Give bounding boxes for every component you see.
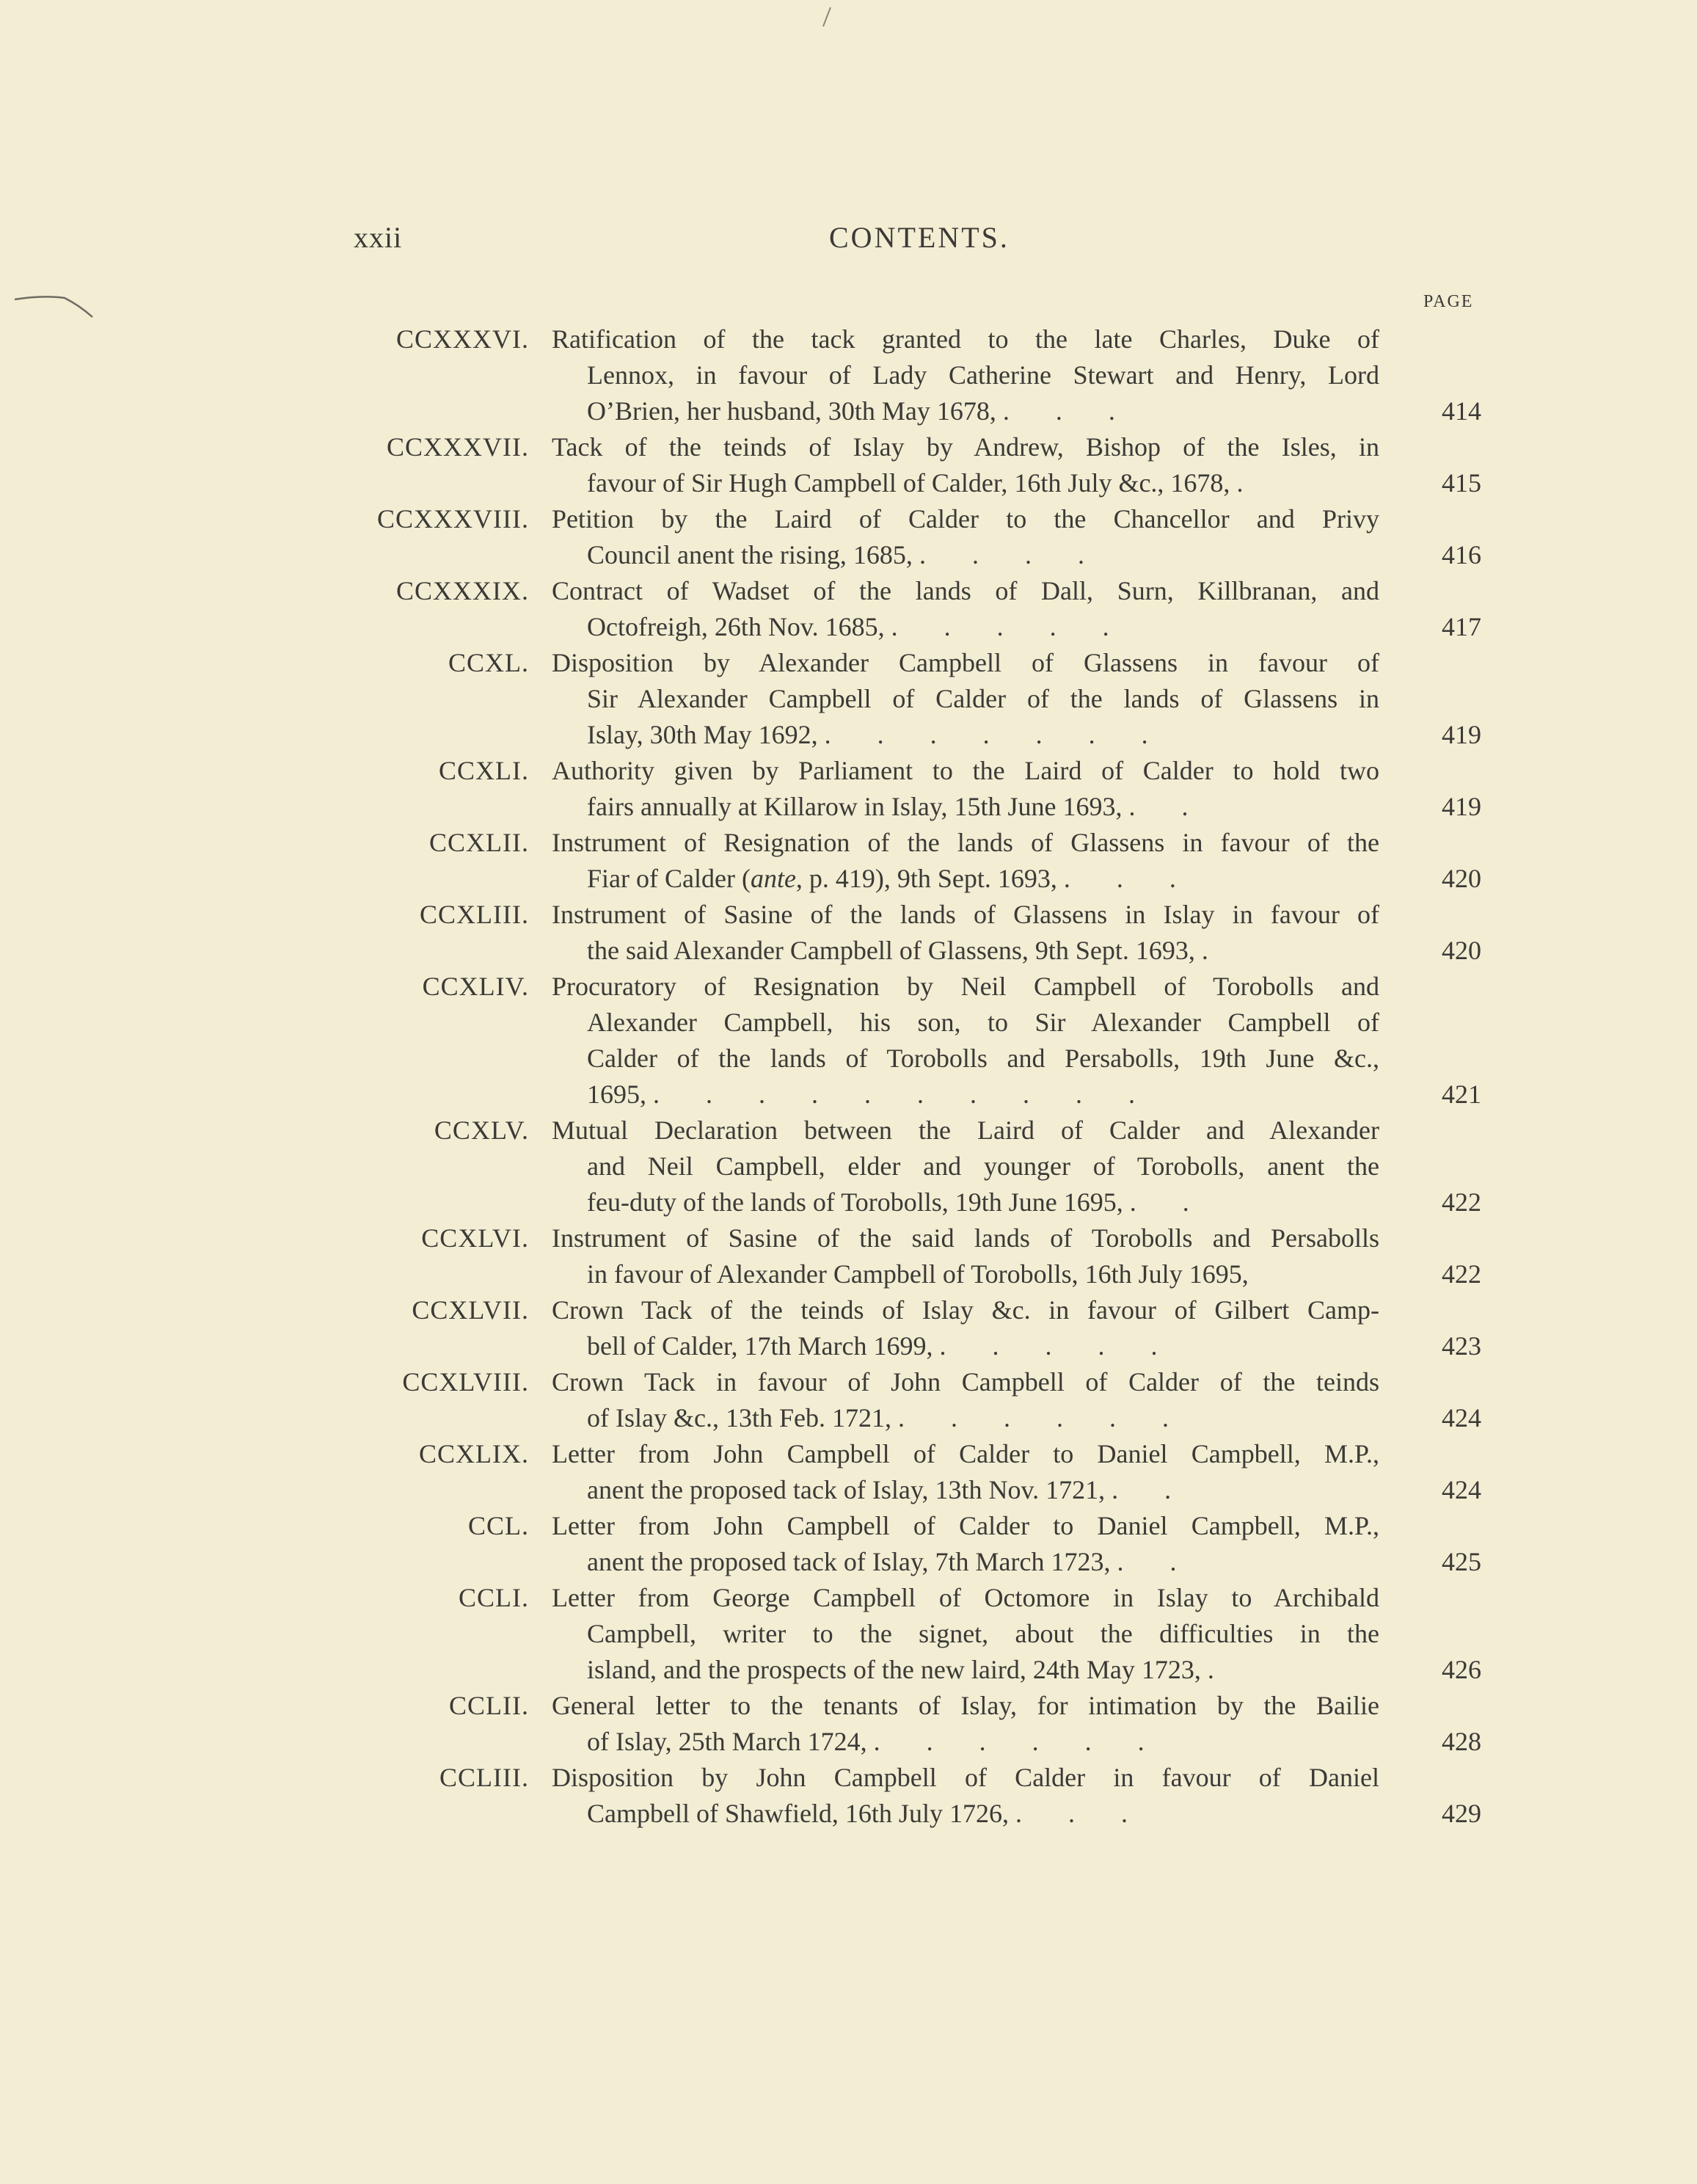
entry-page-number: 428 xyxy=(1442,1727,1481,1756)
entry-line xyxy=(587,1077,1379,1113)
entry-page-number: 429 xyxy=(1442,1799,1481,1828)
entry-description xyxy=(552,753,1379,825)
entry-line xyxy=(587,1724,1379,1760)
dot-leader: . . xyxy=(1117,1547,1177,1576)
entry-text: Islay, 30th May 1692, xyxy=(587,720,818,749)
entry-numeral: CCXLI. xyxy=(439,756,529,785)
entry-line xyxy=(587,465,1379,501)
entry-line: Disposition by John Campbell of Calder in favour of Daniel xyxy=(552,1763,1379,1792)
entry-description xyxy=(552,825,1379,897)
contents-entry xyxy=(0,645,1697,753)
entry-text: 1695, xyxy=(587,1080,646,1109)
entry-page-number: 425 xyxy=(1442,1547,1481,1576)
entry-text: island, and the prospects of the new laird, 24th May 1723, xyxy=(587,1655,1201,1684)
entry-page-number: 415 xyxy=(1442,468,1481,498)
entry-text: of Islay &c., 13th Feb. 1721, xyxy=(587,1403,891,1433)
entry-line: General letter to the tenants of Islay, for intimation by the Bailie xyxy=(552,1691,1379,1720)
entry-numeral: CCXLIV. xyxy=(422,972,529,1001)
entry-line: Calder of the lands of Torobolls and Persabolls, 19th June &c., xyxy=(587,1044,1379,1073)
entry-description xyxy=(552,1688,1379,1760)
contents-entry xyxy=(0,429,1697,501)
dot-leader: . . . . . . . . . . xyxy=(653,1080,1135,1109)
entry-line: Letter from George Campbell of Octomore in Islay to Archibald xyxy=(552,1583,1379,1612)
contents-entry xyxy=(0,825,1697,897)
entry-description xyxy=(552,645,1379,753)
entry-line: Instrument of Sasine of the lands of Glassens in Islay in favour of xyxy=(552,900,1379,929)
entry-numeral: CCL. xyxy=(467,1511,529,1540)
entry-description xyxy=(552,1436,1379,1508)
entry-line xyxy=(587,1400,1379,1436)
entry-text: of Islay, 25th March 1724, xyxy=(587,1727,867,1756)
entry-line xyxy=(587,1796,1379,1832)
contents-entry xyxy=(0,897,1697,969)
dot-leader: . . . . . . . xyxy=(824,720,1148,749)
dot-leader: . . . xyxy=(1002,396,1115,426)
entry-line: Crown Tack in favour of John Campbell of Calder of the teinds xyxy=(552,1367,1379,1397)
contents-entry xyxy=(0,1364,1697,1436)
entry-text: anent the proposed tack of Islay, 7th March 1723, xyxy=(587,1547,1111,1576)
entry-text: anent the proposed tack of Islay, 13th Nov. 1721, xyxy=(587,1475,1106,1504)
entry-line xyxy=(587,609,1379,645)
entry-numeral: CCXXXVIII. xyxy=(377,504,529,534)
entry-line: Letter from John Campbell of Calder to Daniel Campbell, M.P., xyxy=(552,1511,1379,1540)
entry-text: feu-duty of the lands of Torobolls, 19th June 1695, xyxy=(587,1187,1123,1217)
entry-page-number: 420 xyxy=(1442,936,1481,965)
dot-leader: . . . . xyxy=(919,540,1084,569)
contents-list xyxy=(0,321,1697,1832)
dot-leader: . . . . . . xyxy=(897,1403,1169,1433)
dot-leader: . . xyxy=(1112,1475,1172,1504)
dot-leader: . . . xyxy=(1015,1799,1128,1828)
dot-leader: . xyxy=(1236,468,1244,498)
entry-text: fairs annually at Killarow in Islay, 15th June 1693, xyxy=(587,792,1123,821)
dot-leader: . xyxy=(1207,1655,1214,1684)
entry-numeral: CCXXXVI. xyxy=(395,324,529,354)
entry-page-number: 416 xyxy=(1442,540,1481,569)
entry-description xyxy=(552,321,1379,429)
entry-line: Disposition by Alexander Campbell of Glassens in favour of xyxy=(552,648,1379,677)
entry-line: Mutual Declaration between the Laird of Calder and Alexander xyxy=(552,1115,1379,1145)
dot-leader: . . . xyxy=(1063,864,1176,893)
entry-page-number: 421 xyxy=(1442,1080,1481,1109)
entry-description xyxy=(552,1580,1379,1688)
entry-numeral: CCLII. xyxy=(449,1691,529,1720)
contents-entry xyxy=(0,321,1697,429)
entry-description xyxy=(552,501,1379,573)
entry-line xyxy=(587,393,1379,429)
contents-entry xyxy=(0,1580,1697,1688)
entry-line xyxy=(587,861,1379,897)
entry-description xyxy=(552,1113,1379,1220)
entry-line xyxy=(587,1544,1379,1580)
contents-entry xyxy=(0,501,1697,573)
entry-description xyxy=(552,969,1379,1113)
contents-entry xyxy=(0,1220,1697,1292)
entry-description xyxy=(552,1760,1379,1832)
dot-leader: . . xyxy=(1129,1187,1189,1217)
dot-leader: . . xyxy=(1128,792,1189,821)
entry-description xyxy=(552,1292,1379,1364)
entry-line: Campbell, writer to the signet, about the difficulties in the xyxy=(587,1619,1379,1648)
entry-line: Contract of Wadset of the lands of Dall, Surn, Killbranan, and xyxy=(552,576,1379,605)
entry-line xyxy=(587,1328,1379,1364)
entry-numeral: CCXLII. xyxy=(429,828,529,857)
entry-text: Octofreigh, 26th Nov. 1685, xyxy=(587,612,885,641)
contents-entry xyxy=(0,1436,1697,1508)
entry-line xyxy=(587,1652,1379,1688)
entry-line xyxy=(587,933,1379,969)
entry-text: bell of Calder, 17th March 1699, xyxy=(587,1331,933,1361)
entry-page-number: 422 xyxy=(1442,1187,1481,1217)
entry-numeral: CCLIII. xyxy=(439,1763,529,1792)
entry-description xyxy=(552,429,1379,501)
dot-leader: . xyxy=(1201,936,1208,965)
entry-line: Instrument of Resignation of the lands of Glassens in favour of the xyxy=(552,828,1379,857)
entry-description xyxy=(552,1220,1379,1292)
entry-line xyxy=(587,717,1379,753)
dot-leader: . . . . . xyxy=(939,1331,1158,1361)
entry-numeral: CCXL. xyxy=(448,648,529,677)
entry-numeral: CCXLVI. xyxy=(421,1223,529,1253)
entry-description xyxy=(552,1364,1379,1436)
pencil-tick-mark xyxy=(822,6,832,28)
margin-pencil-mark xyxy=(13,291,94,320)
entry-line: Crown Tack of the teinds of Islay &c. in favour of Gilbert Camp- xyxy=(552,1295,1379,1325)
entry-text: in favour of Alexander Campbell of Torobolls, 16th July 1695, xyxy=(587,1259,1249,1289)
entry-page-number: 419 xyxy=(1442,792,1481,821)
entry-page-number: 426 xyxy=(1442,1655,1481,1684)
entry-page-number: 424 xyxy=(1442,1475,1481,1504)
entry-page-number: 423 xyxy=(1442,1331,1481,1361)
page-number: xxii xyxy=(354,221,403,254)
entry-line: Letter from John Campbell of Calder to Daniel Campbell, M.P., xyxy=(552,1439,1379,1468)
entry-line: Authority given by Parliament to the Laird of Calder to hold two xyxy=(552,756,1379,785)
entry-description xyxy=(552,573,1379,645)
entry-description xyxy=(552,897,1379,969)
dot-leader: . . . . . xyxy=(891,612,1109,641)
entry-description xyxy=(552,1508,1379,1580)
entry-text: , p. 419), 9th Sept. 1693, xyxy=(795,864,1057,893)
entry-line xyxy=(587,1184,1379,1220)
entry-page-number: 422 xyxy=(1442,1259,1481,1289)
entry-line: Alexander Campbell, his son, to Sir Alexander Campbell of xyxy=(587,1008,1379,1037)
entry-page-number: 419 xyxy=(1442,720,1481,749)
entry-numeral: CCLI. xyxy=(458,1583,529,1612)
entry-numeral: CCXXXVII. xyxy=(387,432,529,462)
page-title: CONTENTS. xyxy=(829,221,1010,254)
entry-text: favour of Sir Hugh Campbell of Calder, 16th July &c., 1678, xyxy=(587,468,1230,498)
entry-line: Sir Alexander Campbell of Calder of the lands of Glassens in xyxy=(587,684,1379,713)
entry-numeral: CCXLVII. xyxy=(412,1295,529,1325)
entry-page-number: 420 xyxy=(1442,864,1481,893)
entry-numeral: CCXLIX. xyxy=(419,1439,529,1468)
contents-entry xyxy=(0,573,1697,645)
contents-entry xyxy=(0,1760,1697,1832)
entry-line: Ratification of the tack granted to the late Charles, Duke of xyxy=(552,324,1379,354)
entry-line xyxy=(587,1472,1379,1508)
entry-line: Procuratory of Resignation by Neil Campbell of Torobolls and xyxy=(552,972,1379,1001)
entry-line: Tack of the teinds of Islay by Andrew, Bishop of the Isles, in xyxy=(552,432,1379,462)
entry-line: Instrument of Sasine of the said lands of Torobolls and Persabolls xyxy=(552,1223,1379,1253)
contents-entry xyxy=(0,1508,1697,1580)
entry-text: O’Brien, her husband, 30th May 1678, xyxy=(587,396,996,426)
entry-numeral: CCXLV. xyxy=(434,1115,529,1145)
entry-text: Fiar of Calder ( xyxy=(587,864,751,893)
entry-line: Lennox, in favour of Lady Catherine Stewart and Henry, Lord xyxy=(587,360,1379,390)
dot-leader: . . . . . . xyxy=(873,1727,1145,1756)
running-head xyxy=(0,220,1697,264)
entry-page-number: 414 xyxy=(1442,396,1481,426)
entry-numeral: CCXXXIX. xyxy=(395,576,529,605)
entry-text: Council anent the rising, 1685, xyxy=(587,540,913,569)
entry-line xyxy=(587,1256,1379,1292)
entry-text: Campbell of Shawfield, 16th July 1726, xyxy=(587,1799,1009,1828)
entry-page-number: 417 xyxy=(1442,612,1481,641)
entry-line: Petition by the Laird of Calder to the Chancellor and Privy xyxy=(552,504,1379,534)
entry-numeral: CCXLIII. xyxy=(420,900,529,929)
contents-entry xyxy=(0,1292,1697,1364)
contents-entry xyxy=(0,1688,1697,1760)
entry-line xyxy=(587,789,1379,825)
entry-numeral: CCXLVIII. xyxy=(402,1367,529,1397)
entry-page-number: 424 xyxy=(1442,1403,1481,1433)
entry-text-italic: ante xyxy=(750,864,796,893)
contents-entry xyxy=(0,1113,1697,1220)
contents-entry xyxy=(0,753,1697,825)
entry-line: and Neil Campbell, elder and younger of Torobolls, anent the xyxy=(587,1151,1379,1181)
entry-text: the said Alexander Campbell of Glassens, 9th Sept. 1693, xyxy=(587,936,1195,965)
page-column-label: PAGE xyxy=(1423,292,1474,311)
contents-entry xyxy=(0,969,1697,1113)
entry-line xyxy=(587,537,1379,573)
